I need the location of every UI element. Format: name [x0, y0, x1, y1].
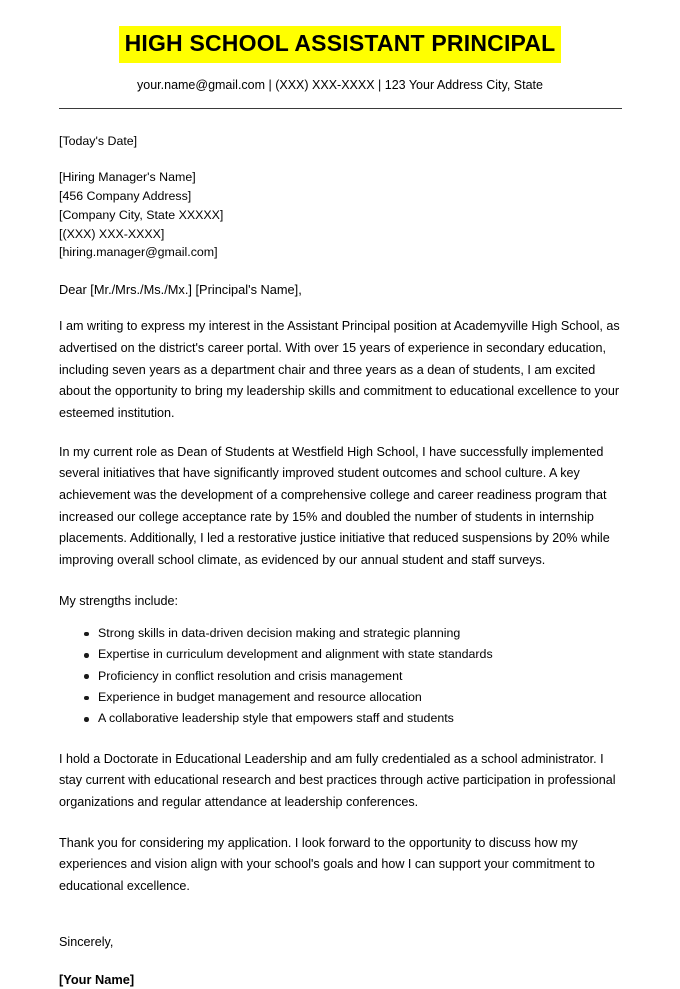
sign-off: Sincerely,: [59, 934, 114, 949]
list-item-label: Strong skills in data-driven decision making and strategic planning: [98, 626, 461, 641]
strengths-lead-in: My strengths include:: [59, 593, 178, 608]
list-item-label: A collaborative leadership style that empowers staff and students: [98, 711, 454, 726]
recipient-email: [hiring.manager@gmail.com]: [59, 245, 218, 260]
bullet-icon: [84, 632, 89, 637]
list-item-label: Proficiency in conflict resolution and crisis management: [98, 668, 403, 683]
body-paragraph-4: Thank you for considering my application. I look forward to the opportunity to discuss how my experiences and vision align with your school's goals and how I can support your commitment to educational excellence.: [59, 835, 595, 893]
signature-name: [Your Name]: [59, 971, 135, 987]
recipient-city: [Company City, State XXXXX]: [59, 207, 224, 222]
list-item: [59, 666, 622, 687]
body-paragraph-3: I hold a Doctorate in Educational Leadership and am fully credentialed as a school administrator. I stay current with educational research and best practices through active participation in professional organizations and regular attendance at leadership conferences.: [59, 751, 616, 809]
list-item-label: Experience in budget management and resource allocation: [98, 690, 422, 705]
recipient-name: [Hiring Manager's Name]: [59, 170, 196, 184]
strengths-list: [59, 623, 622, 730]
body-paragraph-1: I am writing to express my interest in the Assistant Principal position at Academyville High School, as advertised on the district's career portal. With over 15 years of experience in secondary education, including seven years as a department chair and three years as a dean of students, I am excited about the opportunity to bring my leadership skills and commitment to educational excellence to your esteemed institution.: [59, 319, 620, 421]
list-item: [59, 708, 622, 729]
letter-header: [0, 0, 680, 109]
page-title: HIGH SCHOOL ASSISTANT PRINCIPAL: [119, 26, 562, 63]
recipient-phone: [(XXX) XXX-XXXX]: [59, 226, 165, 241]
bullet-icon: [84, 674, 89, 679]
list-item: [59, 623, 622, 644]
header-divider: [59, 108, 622, 109]
contact-info-line: your.name@gmail.com | (XXX) XXX-XXXX | 123 Your Address City, State: [137, 77, 543, 92]
list-item: [59, 644, 622, 665]
body-paragraph-2: In my current role as Dean of Students at Westfield High School, I have successfully implemented several initiatives that have significantly improved student outcomes and school culture. A key achievement was the development of a comprehensive college and career readiness program that increased our college acceptance rate by 15% and doubled the number of students in internship placements. Additionally, I led a restorative justice initiative that reduced suspensions by 20% while improving overall school climate, as evidenced by our annual student and staff surveys.: [59, 444, 610, 567]
letter-body: [0, 132, 680, 989]
date-line: [Today's Date]: [59, 134, 138, 149]
recipient-address-block: [59, 168, 622, 262]
bullet-icon: [84, 653, 89, 658]
list-item-label: Expertise in curriculum development and alignment with state standards: [98, 647, 493, 662]
bullet-icon: [84, 717, 89, 722]
salutation: Dear [Mr./Mrs./Ms./Mx.] [Principal's Name],: [59, 282, 302, 298]
bullet-icon: [84, 696, 89, 701]
list-item: [59, 687, 622, 708]
recipient-street: [456 Company Address]: [59, 188, 192, 203]
